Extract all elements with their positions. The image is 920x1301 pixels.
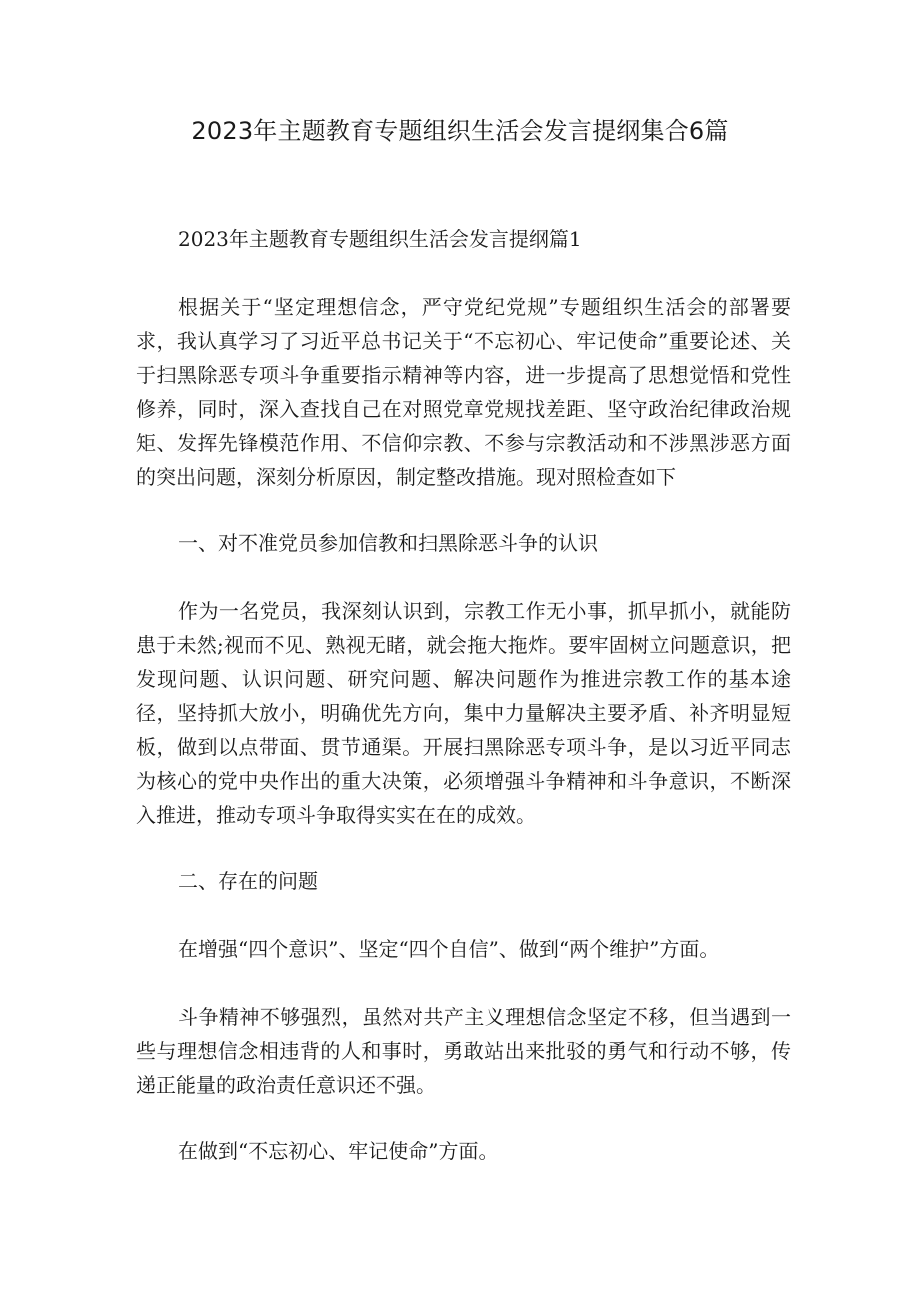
sub-heading-two: 在做到“不忘初心、牢记使命”方面。 <box>178 1139 499 1163</box>
paragraph-one: 作为一名党员，我深刻认识到，宗教工作无小事，抓早抓小，就能防患于未然;视而不见、熟视无睹，就会拖大拖炸。要牢固树立问题意识，把发现问题、认识问题、研究问题、解决问题作为推进宗教工作的基本途径，坚持抓大放小，明确优先方向，集中力量解决主要矛盾、补齐明显短板，做到以点带面、贯节通渠。开展扫黑除恶专项斗争，是以习近平同志为核心的党中央作出的重大决策，必须增强斗争精神和斗争意识，不断深入推进，推动专项斗争取得实实在在的成效。 <box>136 599 791 827</box>
section-title: 2023年主题教育专题组织生活会发言提纲篇1 <box>178 227 582 251</box>
heading-two: 二、存在的问题 <box>178 869 318 893</box>
heading-one: 一、对不准党员参加信教和扫黑除恶斗争的认识 <box>178 531 598 555</box>
intro-paragraph: 根据关于“坚定理想信念，严守党纪党规”专题组织生活会的部署要求，我认真学习了习近平总书记关于“不忘初心、牢记使命”重要论述、关于扫黑除恶专项斗争重要指示精神等内容，进一步提高了思想觉悟和党性修养，同时，深入查找自己在对照党章党规找差距、坚守政治纪律政治规矩、发挥先锋模范作用、不信仰宗教、不参与宗教活动和不涉黑涉恶方面的突出问题，深刻分析原因，制定整改措施。现对照检查如下 <box>136 295 791 489</box>
sub-heading-one: 在增强“四个意识”、坚定“四个自信”、做到“两个维护”方面。 <box>178 937 720 961</box>
paragraph-two: 斗争精神不够强烈，虽然对共产主义理想信念坚定不移，但当遇到一些与理想信念相违背的人和事时，勇敢站出来批驳的勇气和行动不够，传递正能量的政治责任意识还不强。 <box>136 1005 791 1097</box>
document-title: 2023年主题教育专题组织生活会发言提纲集合6篇 <box>191 117 729 145</box>
